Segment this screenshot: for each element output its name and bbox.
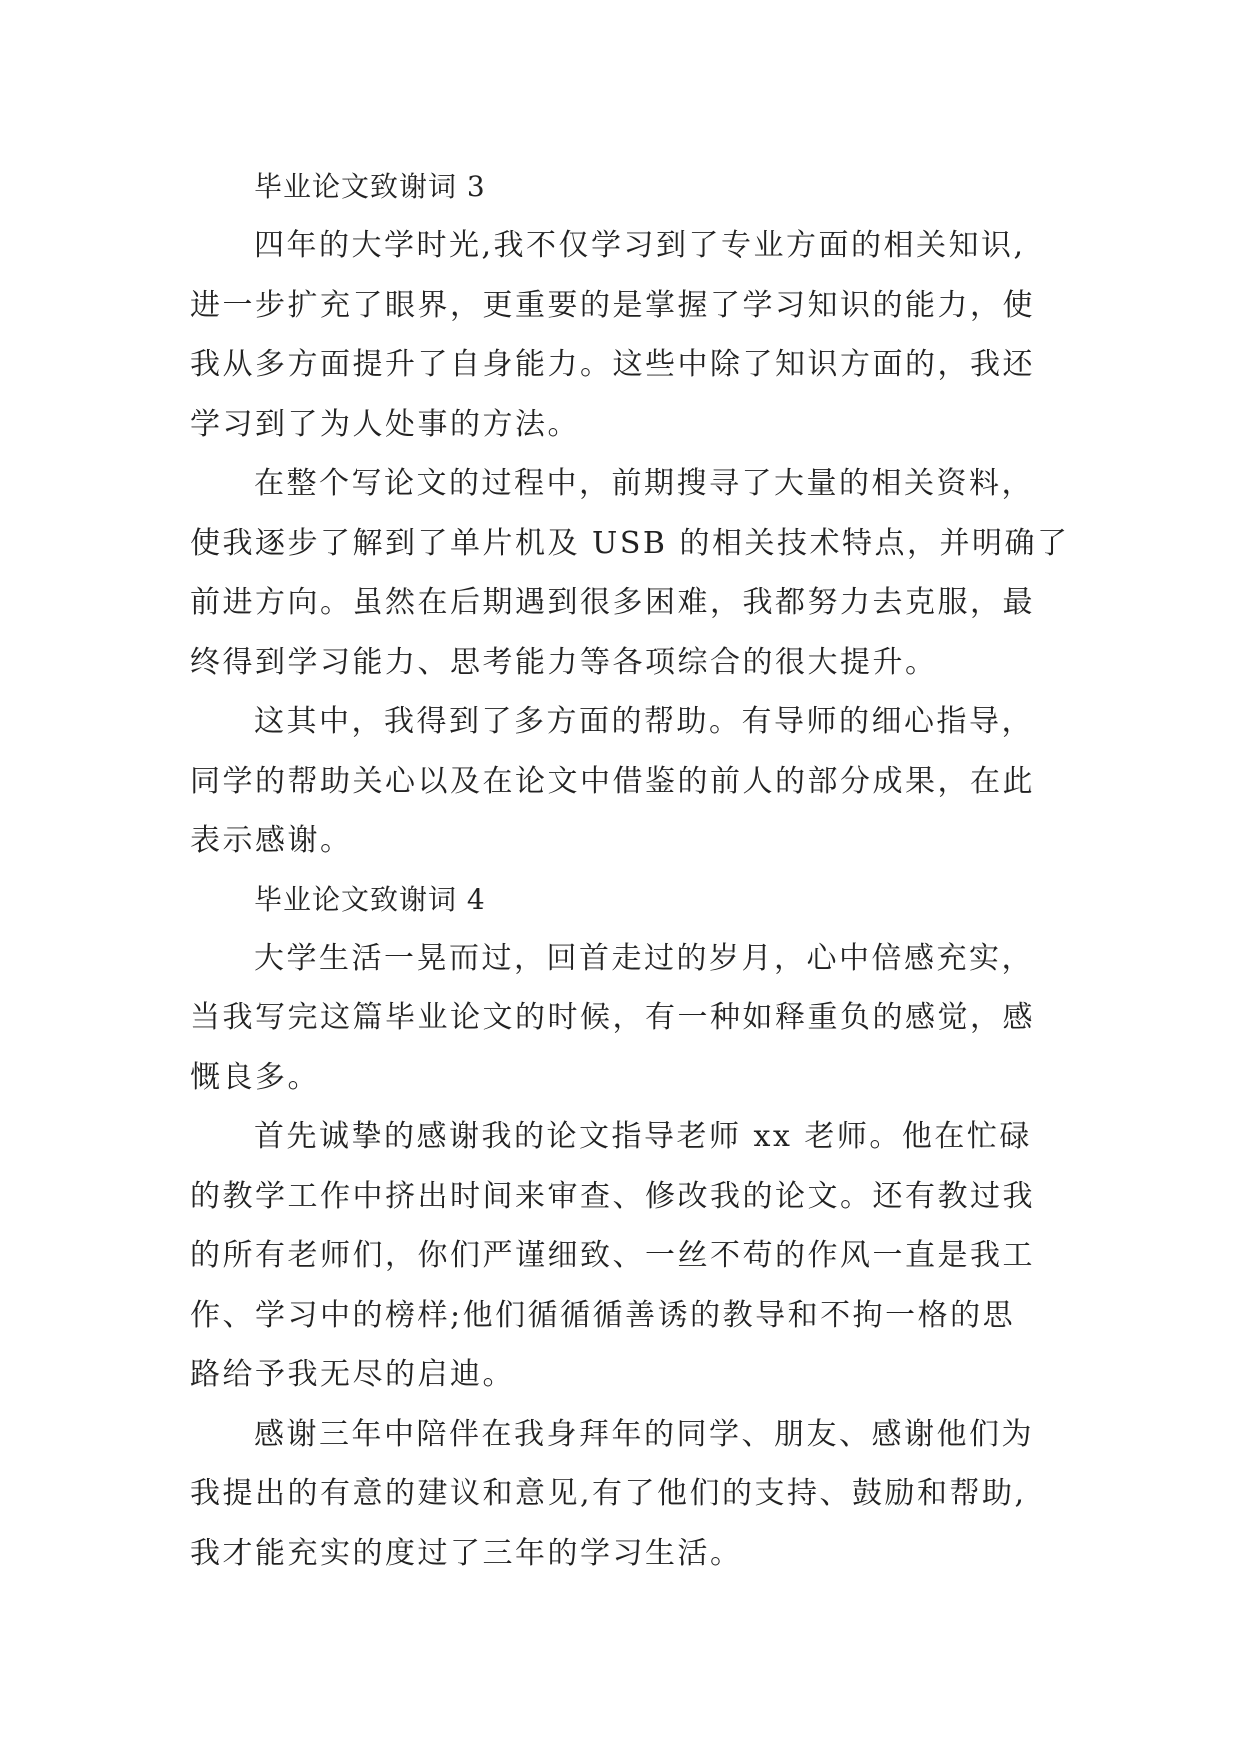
text-line: 大学生活一晃而过，回首走过的岁月，心中倍感充实， [254,940,1034,976]
text-line: 在整个写论文的过程中，前期搜寻了大量的相关资料， [254,466,1034,501]
paragraph [190,1405,1090,1584]
paragraph [190,454,1090,692]
text-line: 同学的帮助关心以及在论文中借鉴的前人的部分成果，在此 [190,763,1035,799]
text-line: 学习到了为人处事的方法。 [190,406,580,442]
text-line: 当我写完这篇毕业论文的时候，有一种如释重负的感觉，感 [190,1000,1035,1035]
text-line: 四年的大学时光,我不仅学习到了专业方面的相关知识, [254,228,1026,263]
section-heading-3: 毕业论文致谢词 3 [254,170,486,203]
text-line: 这其中，我得到了多方面的帮助。有导师的细心指导， [254,704,1034,739]
text-line: 我提出的有意的建议和意见,有了他们的支持、鼓励和帮助, [190,1476,1027,1511]
text-line: 感谢三年中陪伴在我身拜年的同学、朋友、感谢他们为 [254,1416,1034,1452]
text-line: 终得到学习能力、思考能力等各项综合的很大提升。 [190,644,938,680]
paragraph [190,216,1090,454]
section-heading-4: 毕业论文致谢词 4 [254,882,486,916]
text-line: 的所有老师们，你们严谨细致、一丝不苟的作风一直是我工 [190,1238,1035,1273]
text-line: 我才能充实的度过了三年的学习生活。 [190,1535,743,1571]
text-line: 使我逐步了解到了单片机及 USB 的相关技术特点，并明确了 [190,525,1070,561]
text-line: 表示感谢。 [190,823,353,858]
text-line: 作、学习中的榜样;他们循循循善诱的教导和不拘一格的思 [190,1297,1016,1333]
paragraph [190,929,1090,1108]
paragraph [190,1107,1090,1405]
text-line: 的教学工作中挤出时间来审查、修改我的论文。还有教过我 [190,1178,1035,1214]
text-line: 首先诚挚的感谢我的论文指导老师 xx 老师。他在忙碌 [254,1119,1032,1154]
text-line: 慨良多。 [190,1059,320,1095]
text-line: 路给予我无尽的启迪。 [190,1357,515,1392]
paragraph [190,692,1090,871]
document-body [190,158,1090,1583]
text-line: 进一步扩充了眼界，更重要的是掌握了学习知识的能力，使 [190,287,1035,323]
text-line: 前进方向。虽然在后期遇到很多困难，我都努力去克服，最 [190,585,1035,620]
text-line: 我从多方面提升了自身能力。这些中除了知识方面的，我还 [190,347,1035,382]
